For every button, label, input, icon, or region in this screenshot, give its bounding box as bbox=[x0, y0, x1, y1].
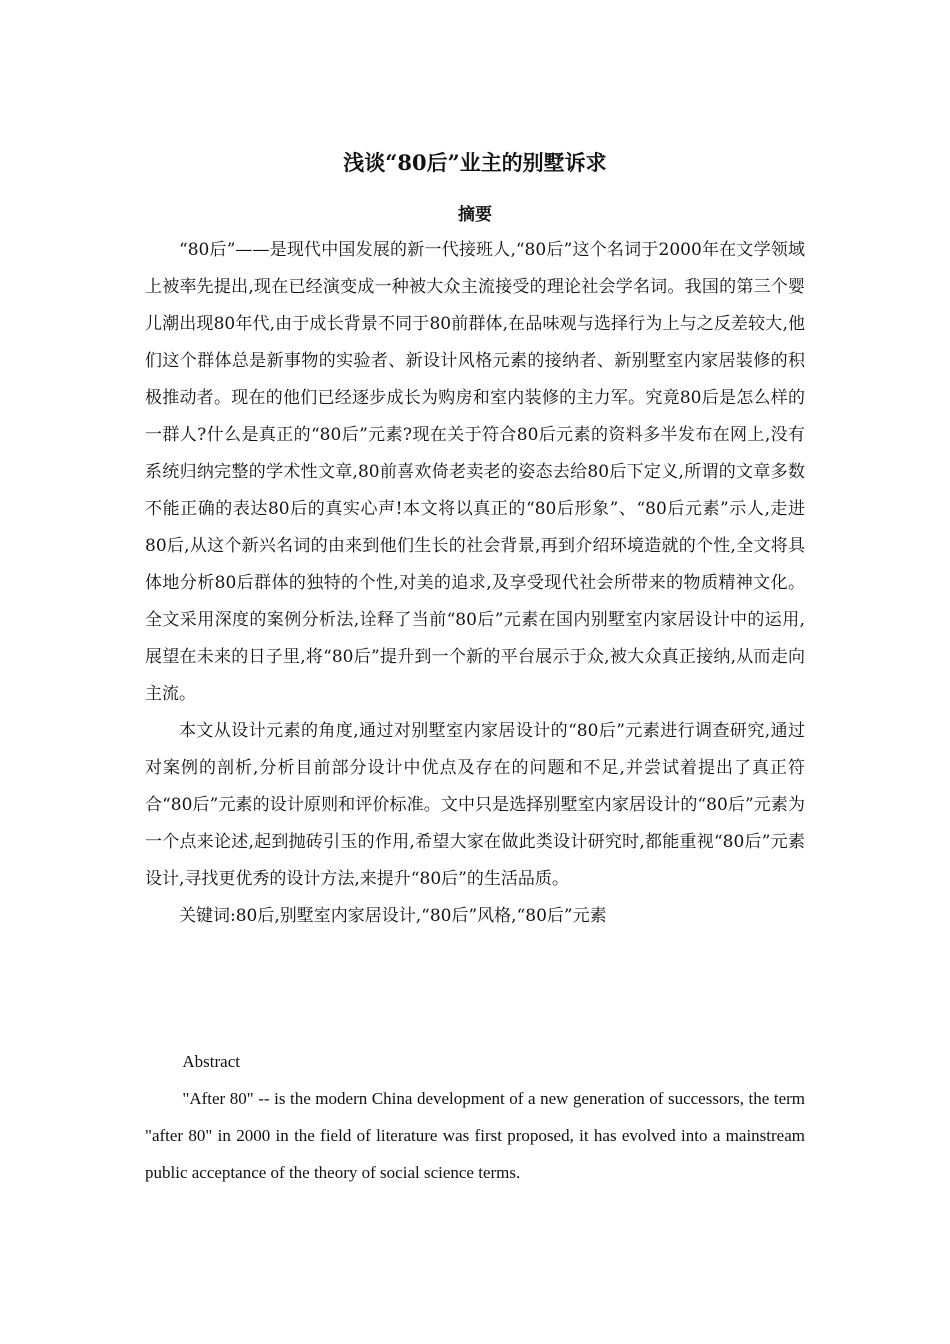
chinese-abstract-body bbox=[145, 232, 805, 935]
abstract-paragraph-2: 本文从设计元素的角度,通过对别墅室内家居设计的“80后”元素进行调查研究,通过对案例的剖析,分析目前部分设计中优点及存在的问题和不足,并尝试着提出了真正符合“80后”元素的设计原则和评价标准。文中只是选择别墅室内家居设计的“80后”元素为一个点来论述,起到抛砖引玉的作用,希望大家在做此类设计研究时,都能重视“80后”元素设计,寻找更优秀的设计方法,来提升“80后”的生活品质。 bbox=[145, 721, 805, 889]
keywords-line: 关键词:80后,别墅室内家居设计,“80后”风格,“80后”元素 bbox=[179, 906, 607, 926]
document-title: 浅谈“80后”业主的别墅诉求 bbox=[343, 150, 607, 175]
english-abstract-heading: Abstract bbox=[182, 1052, 240, 1071]
abstract-paragraph-1: “80后”——是现代中国发展的新一代接班人,“80后”这个名词于2000年在文学领域上被率先提出,现在已经演变成一种被大众主流接受的理论社会学名词。我国的第三个婴儿潮出现80年代,由于成长背景不同于80前群体,在品味观与选择行为上与之反差较大,他们这个群体总是新事物的实验者、新设计风格元素的接纳者、新别墅室内家居装修的积极推动者。现在的他们已经逐步成长为购房和室内装修的主力军。究竟80后是怎么样的一群人?什么是真正的“80后”元素?现在关于符合80后元素的资料多半发布在网上,没有系统归纳完整的学术性文章,80前喜欢倚老卖老的姿态去给80后下定义,所谓的文章多数不能正确的表达80后的真实心声!本文将以真正的“80后形象”、“80后元素”示人,走进80后,从这个新兴名词的由来到他们生长的社会背景,再到介绍环境造就的个性,全文将具体地分析80后群体的独特的个性,对美的追求,及享受现代社会所带来的物质精神文化。全文采用深度的案例分析法,诠释了当前“80后”元素在国内别墅室内家居设计中的运用,展望在未来的日子里,将“80后”提升到一个新的平台展示于众,被大众真正接纳,从而走向主流。 bbox=[145, 240, 805, 704]
english-abstract-paragraph: "After 80" -- is the modern China development of a new generation of successors, the term "after 80" in 2000 in the field of literature was first proposed, it has evolved into a mainstream public acceptance of the theory of social science terms. bbox=[145, 1089, 805, 1182]
abstract-heading: 摘要 bbox=[458, 205, 492, 225]
